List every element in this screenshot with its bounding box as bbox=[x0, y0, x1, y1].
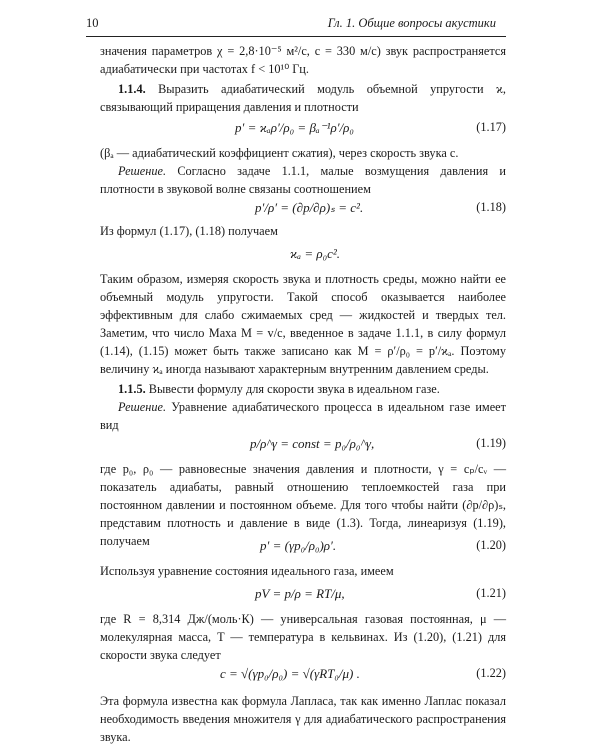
equation-body: ϰₐ = ρ₀c². bbox=[290, 246, 341, 261]
solution-1-1-4 bbox=[100, 162, 506, 198]
problem-number: 1.1.5. bbox=[118, 382, 146, 396]
paragraph-continuation: значения параметров χ = 2,8·10⁻⁵ м²/с, c = 330 м/с) звук распространяется адиабатически при частотах f < 10¹⁰ Гц. bbox=[100, 44, 506, 76]
problem-statement: Вывести формулу для скорости звука в идеальном газе. bbox=[148, 382, 440, 396]
running-title: Гл. 1. Общие вопросы акустики bbox=[327, 16, 496, 30]
paragraph-state-equation: Используя уравнение состояния идеального газа, имеем bbox=[100, 564, 394, 578]
equation-1-20 bbox=[100, 536, 506, 558]
equation-number: (1.22) bbox=[476, 666, 506, 680]
solution-text: Согласно задаче 1.1.1, малые возмущения давления и плотности в звуковой волне связаны соотношением bbox=[100, 164, 506, 196]
equation-1-22 bbox=[100, 664, 506, 686]
paragraph-laplace: Эта формула известна как формула Лапласа, так как именно Лаплас показал необходимость введения множителя γ для адиабатического распространения звука. bbox=[100, 694, 506, 744]
paragraph-adiabatic: где p₀, ρ₀ — равновесные значения давления и плотности, γ = cₚ/cᵥ — показатель адиабаты, равный отношению теплоемкостей газа при постоянном давлении и постоянном объеме. Для того чтобы найти (∂p/∂ρ)ₛ, представим плотность и давление в виде (1.3). Тогда, линеаризуя (1.19), получаем bbox=[100, 462, 506, 548]
page-number: 10 bbox=[86, 16, 99, 30]
equation-number: (1.17) bbox=[476, 120, 506, 134]
problem-1-1-4 bbox=[100, 80, 506, 116]
paragraph-mach: Таким образом, измеряя скорость звука и плотность среды, можно найти ее объемный модуль упругости. Такой способ оказывается наиболее эффективным для слабо сжимаемых сред — жидкостей и твердых тел. Заметим, что число Маха M = v/c, введенное в задаче 1.1.1, в силу формул (1.14), (1.15) может быть также записано как M = ρ′/ρ₀ = p′/ϰₐ. Поэтому величину ϰₐ иногда называют характерным внутренним давлением среды. bbox=[100, 272, 506, 376]
paragraph-beta: (βₐ — адиабатический коэффициент сжатия), через скорость звука c. bbox=[100, 146, 459, 160]
equation-number: (1.21) bbox=[476, 586, 506, 600]
solution-label: Решение. bbox=[118, 164, 167, 178]
equation-body: pV = p/ρ = RT/μ, bbox=[255, 586, 345, 601]
problem-1-1-5 bbox=[100, 380, 506, 398]
paragraph-from-formulas: Из формул (1.17), (1.18) получаем bbox=[100, 224, 278, 238]
equation-number: (1.19) bbox=[476, 436, 506, 450]
problem-statement: Выразить адиабатический модуль объемной упругости ϰ, связывающий приращения давления и плотности bbox=[100, 82, 506, 114]
equation-1-17 bbox=[100, 118, 506, 140]
problem-number: 1.1.4. bbox=[118, 82, 146, 96]
paragraph-gas-constant: где R = 8,314 Дж/(моль·К) — универсальная газовая постоянная, μ — молекулярная масса, T — температура в кельвинах. Из (1.20), (1.21) для скорости звука следует bbox=[100, 612, 506, 662]
equation-body: p′ = (γp₀/ρ₀)ρ′. bbox=[260, 538, 337, 553]
solution-text: Уравнение адиабатического процесса в идеальном газе имеет вид bbox=[100, 400, 506, 432]
page-header bbox=[86, 14, 506, 37]
equation-kappa bbox=[100, 244, 506, 266]
equation-body: p/ρ^γ = const = p₀/ρ₀^γ, bbox=[250, 436, 375, 451]
equation-body: p′/ρ′ = (∂p/∂ρ)ₛ = c². bbox=[255, 200, 364, 215]
equation-number: (1.18) bbox=[476, 200, 506, 214]
solution-1-1-5 bbox=[100, 398, 506, 434]
equation-1-18 bbox=[100, 198, 506, 220]
equation-body: c = √(γp₀/ρ₀) = √(γRT₀/μ) . bbox=[220, 666, 360, 681]
equation-number: (1.20) bbox=[476, 538, 506, 552]
equation-1-19 bbox=[100, 434, 506, 456]
equation-1-21 bbox=[100, 584, 506, 606]
equation-body: p′ = ϰₐρ′/ρ₀ = βₐ⁻¹ρ′/ρ₀ bbox=[235, 120, 354, 135]
solution-label: Решение. bbox=[118, 400, 167, 414]
